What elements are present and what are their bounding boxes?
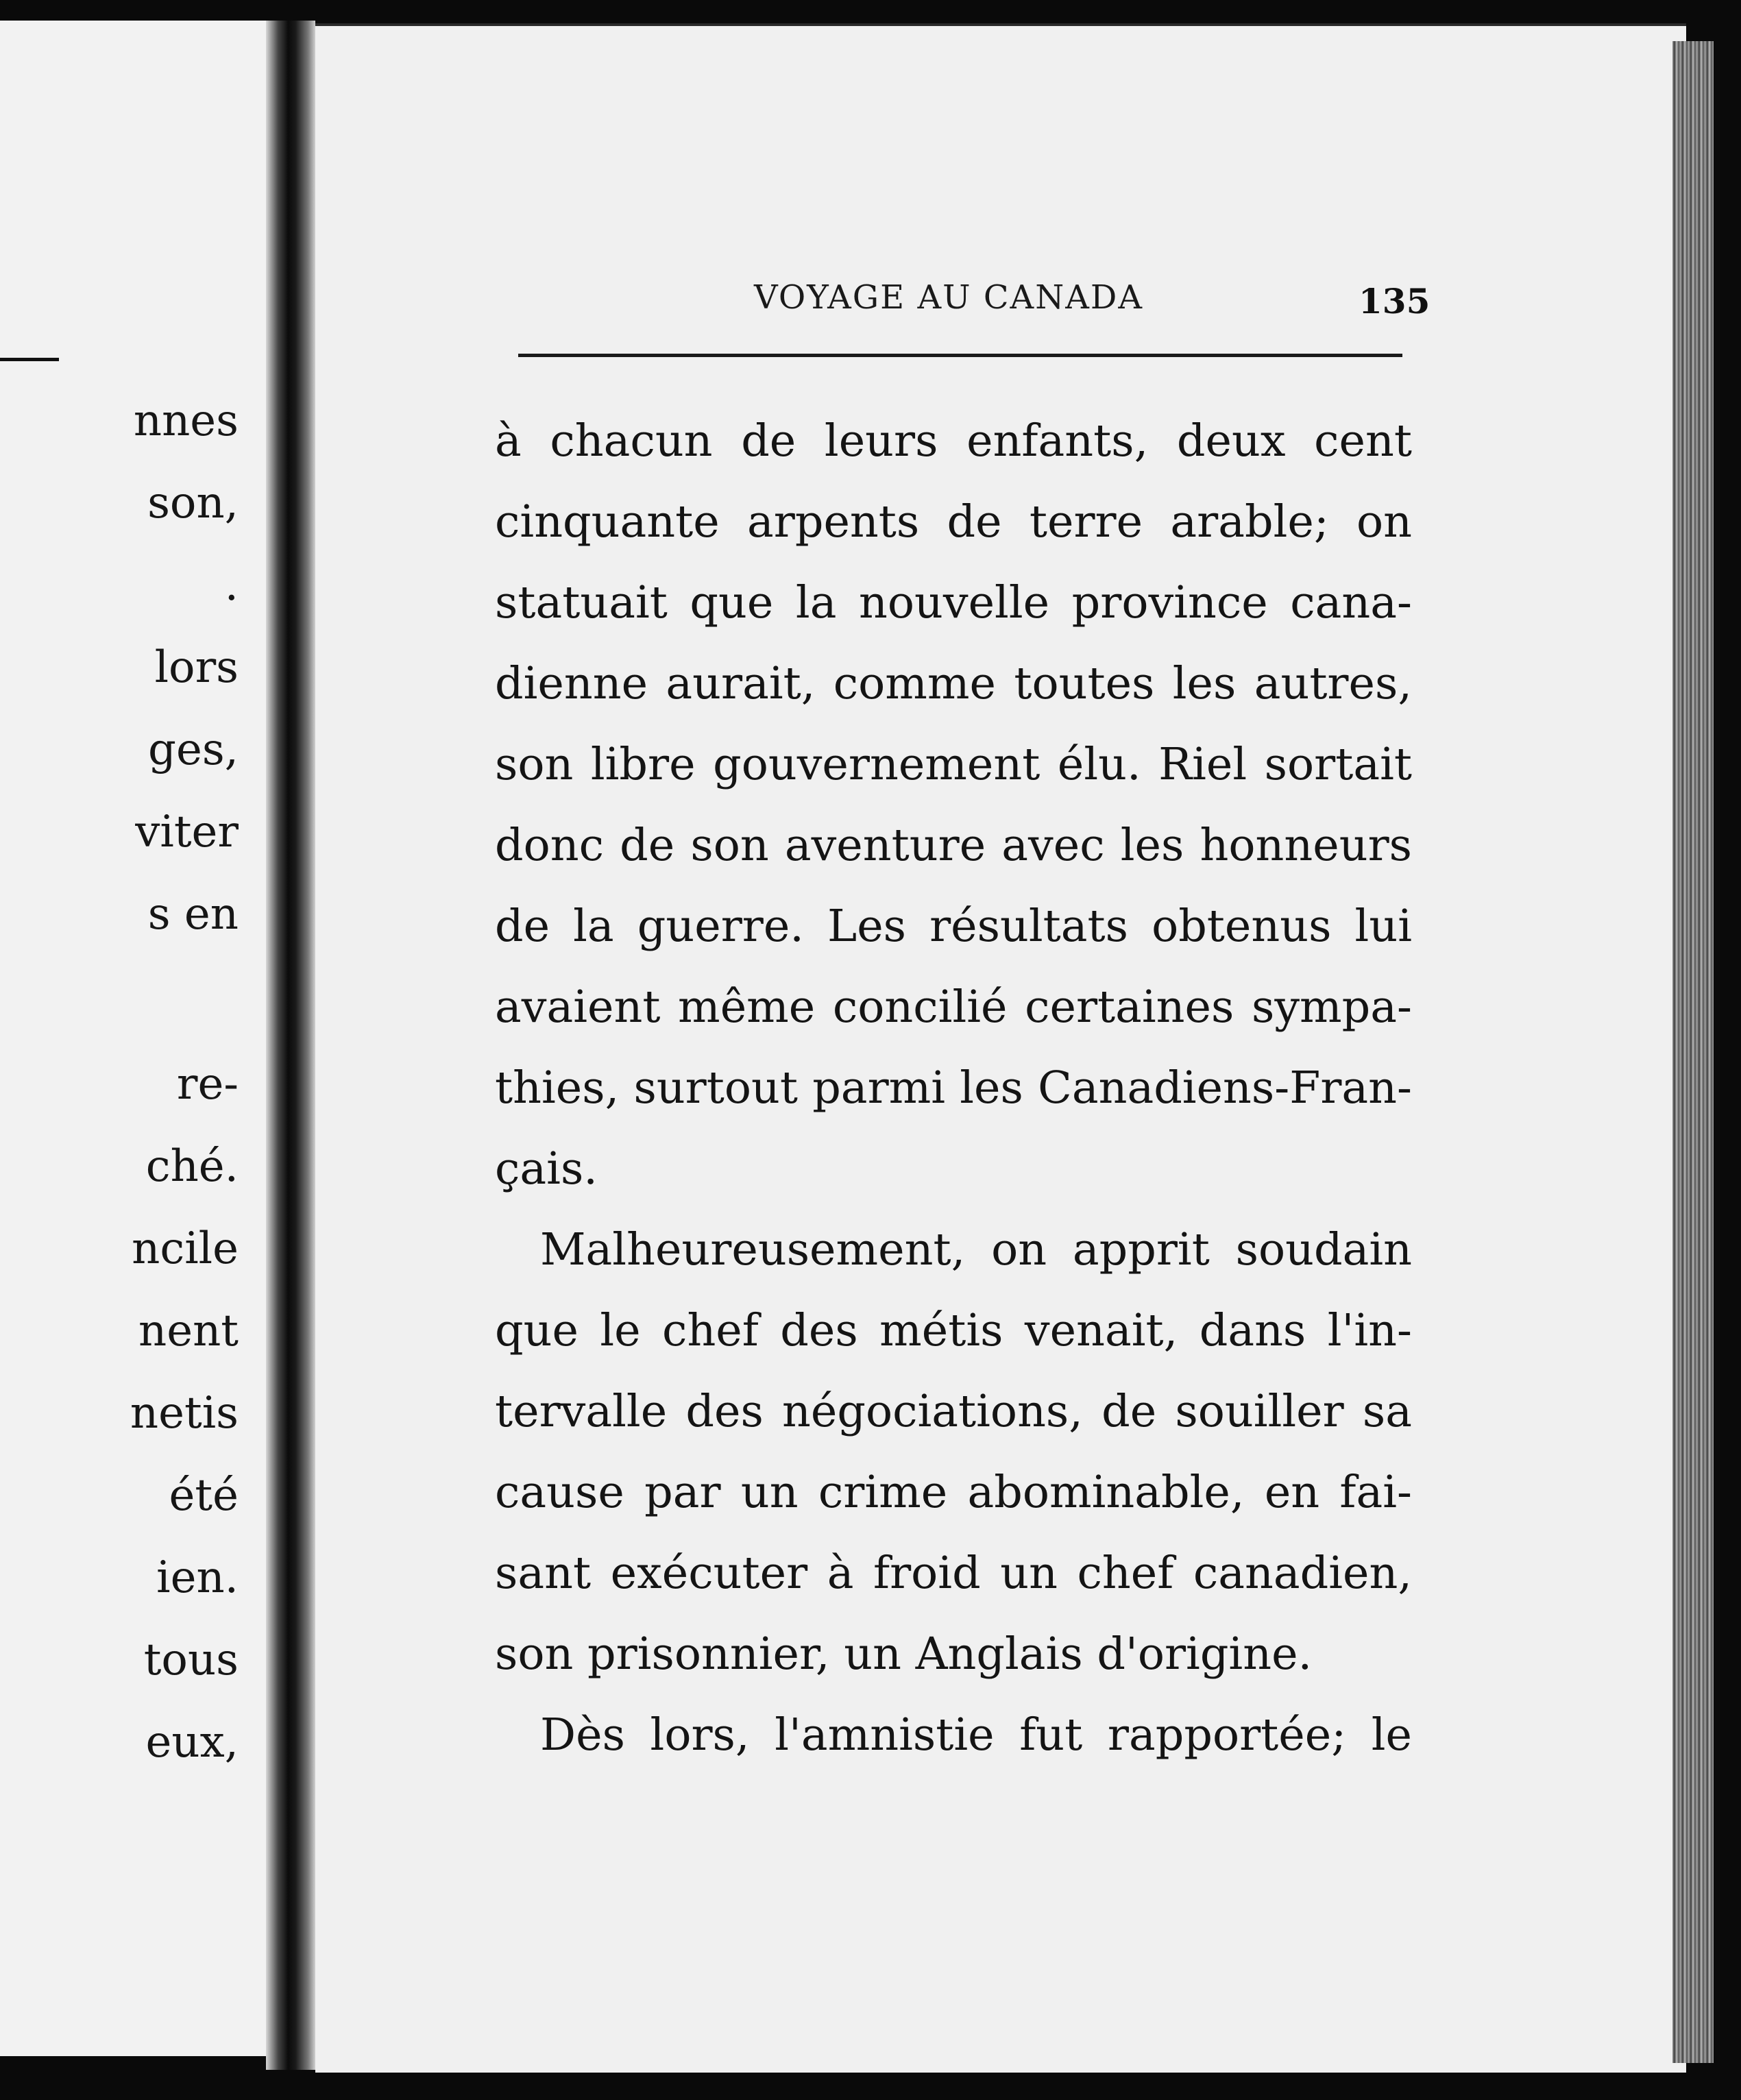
text-line: Dès lors, l'amnistie fut rapportée; le [540,1709,1412,1761]
left-page-fragment: lors [154,642,239,693]
text-line: cause par un crime abominable, en fai- [495,1467,1412,1518]
paragraph [495,401,1412,1210]
left-page-fragment: eux, [145,1717,239,1768]
text-line: dienne aurait, comme toutes les autres, [495,658,1412,709]
left-page-fragment: s en [147,889,239,940]
left-page-fragment: tous [143,1635,239,1685]
text-line: que le chef des métis venait, dans l'in- [495,1305,1412,1356]
text-line: donc de son aventure avec les honneurs [495,820,1412,871]
left-page-fragment: son, [147,478,239,528]
paragraph [495,1210,1412,1695]
left-page-fragment: ges, [147,724,239,775]
text-line: çais. [495,1143,598,1195]
left-page-fragment: ncile [132,1223,239,1274]
left-page-fragment: ien. [156,1552,239,1603]
text-line: de la guerre. Les résultats obtenus lui [495,901,1412,952]
page-number: 135 [1359,281,1430,321]
paragraph [495,1695,1412,1776]
left-page [0,21,266,2056]
text-line: cinquante arpents de terre arable; on [495,496,1412,548]
left-page-fragment: viter [135,807,239,857]
page-edges [1672,41,1714,2063]
text-line: thies, surtout parmi les Canadiens-Fran- [495,1062,1412,1114]
text-line: statuait que la nouvelle province cana- [495,577,1412,628]
body-text [495,401,1412,1776]
left-page-fragment: été [169,1470,239,1521]
left-page-fragment: netis [130,1388,239,1439]
text-line: sant exécuter à froid un chef canadien, [495,1548,1412,1599]
text-line: tervalle des négociations, de souiller sa [495,1386,1412,1437]
left-page-fragment: ché. [145,1141,239,1192]
text-line: Malheureusement, on apprit soudain [540,1224,1412,1275]
left-page-fragment: . [224,560,239,611]
left-page-rule [0,358,59,361]
header-rule [518,354,1402,357]
text-line: avaient même concilié certaines sympa- [495,981,1412,1033]
text-line: son prisonnier, un Anglais d'origine. [495,1628,1313,1680]
running-title: VOYAGE AU CANADA [754,278,1144,317]
left-page-fragment: nent [138,1306,239,1356]
left-page-fragment: re- [176,1059,239,1110]
text-line: à chacun de leurs enfants, deux cent [495,415,1412,467]
text-line: son libre gouvernement élu. Riel sortait [495,739,1412,790]
left-page-fragment: nnes [133,395,239,446]
book-gutter [266,21,315,2070]
